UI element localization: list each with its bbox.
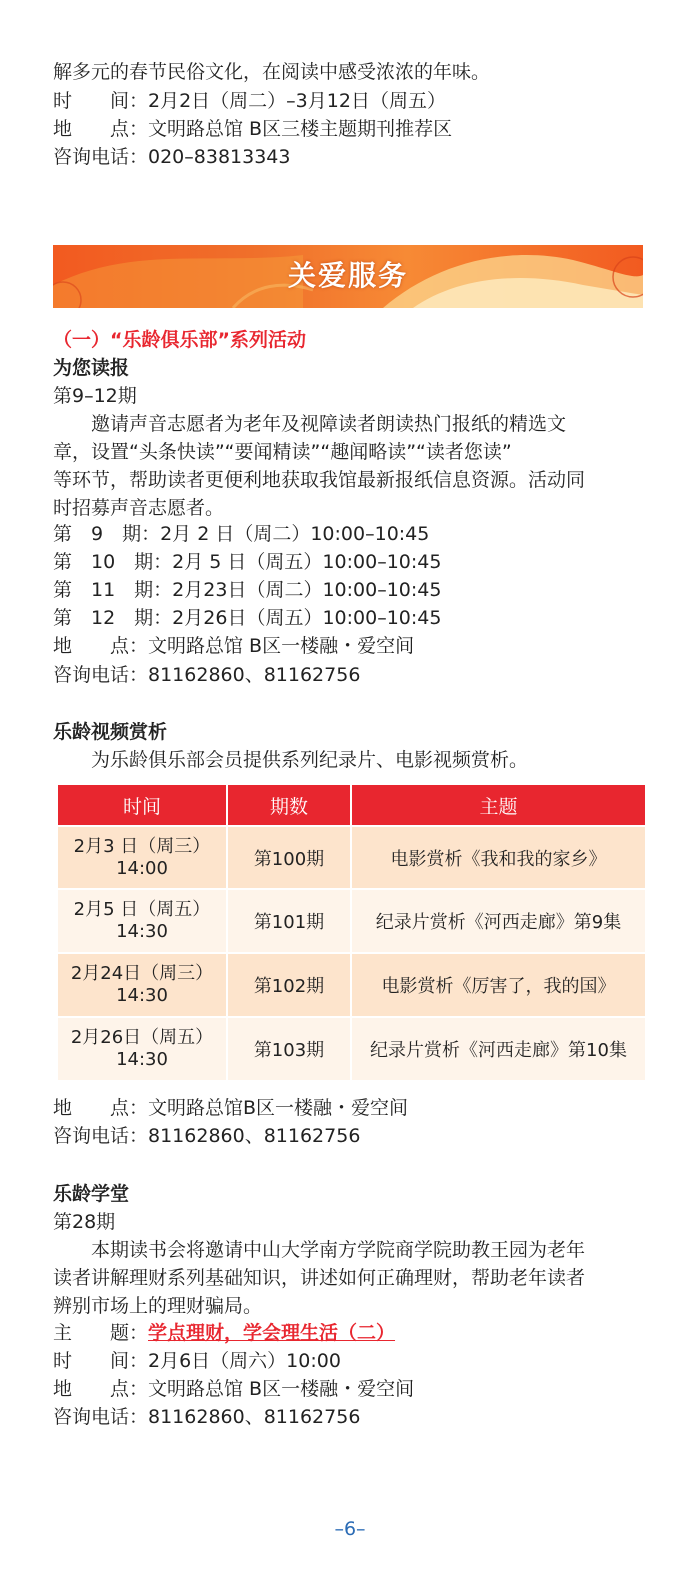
row-date: 2月3 日（周三） 14:00	[58, 825, 228, 888]
row-issue: 第100期	[228, 825, 352, 888]
school-phone: 咨询电话：81162860、81162756	[53, 1406, 361, 1428]
school-issue: 第28期	[53, 1211, 116, 1233]
school-title: 乐龄学堂	[53, 1183, 130, 1205]
table-row	[58, 888, 645, 952]
reading-phone: 咨询电话：81162860、81162756	[53, 664, 361, 686]
header-issue: 期数	[228, 785, 352, 825]
video-schedule-table	[58, 785, 645, 1080]
event-place: 地 点：文明路总馆 B区三楼主题期刊推荐区	[53, 118, 453, 140]
school-desc-line: 本期读书会将邀请中山大学南方学院商学院助教王园为老年	[53, 1239, 586, 1261]
reading-issues: 第9–12期	[53, 385, 137, 407]
school-place: 地 点：文明路总馆 B区一楼融・爱空间	[53, 1378, 415, 1400]
row-topic: 电影赏析《厉害了，我的国》	[352, 952, 645, 1016]
school-topic-line	[53, 1319, 395, 1347]
reading-session: 第 10 期：2月 5 日（周五）10:00–10:45	[53, 551, 442, 573]
reading-session: 第 9 期：2月 2 日（周二）10:00–10:45	[53, 523, 430, 545]
video-title: 乐龄视频赏析	[53, 721, 168, 743]
reading-desc-line: 章，设置“头条快读”“要闻精读”“趣闻略读”“读者您读”	[53, 441, 512, 463]
school-desc-line: 辨别市场上的理财骗局。	[53, 1295, 263, 1317]
school-topic: 学点理财，学会理生活（二）	[148, 1322, 396, 1344]
reading-title: 为您读报	[53, 357, 130, 379]
row-topic: 电影赏析《我和我的家乡》	[352, 825, 645, 888]
table-row	[58, 1016, 645, 1080]
event-time: 时 间：2月2日（周二）–3月12日（周五）	[53, 90, 446, 112]
row-date: 2月5 日（周五） 14:30	[58, 888, 228, 952]
video-place: 地 点：文明路总馆B区一楼融・爱空间	[53, 1097, 409, 1119]
reading-session: 第 12 期：2月26日（周五）10:00–10:45	[53, 607, 442, 629]
video-desc: 为乐龄俱乐部会员提供系列纪录片、电影视频赏析。	[53, 749, 529, 771]
topic-label: 主 题：	[53, 1322, 149, 1344]
row-topic: 纪录片赏析《河西走廊》第10集	[352, 1016, 645, 1080]
reading-place: 地 点：文明路总馆 B区一楼融・爱空间	[53, 635, 415, 657]
intro-line: 解多元的春节民俗文化，在阅读中感受浓浓的年味。	[53, 61, 491, 83]
school-time: 时 间：2月6日（周六）10:00	[53, 1350, 341, 1372]
header-topic: 主题	[352, 785, 645, 825]
section-banner	[53, 245, 643, 308]
row-issue: 第101期	[228, 888, 352, 952]
reading-desc-line: 等环节，帮助读者更便利地获取我馆最新报纸信息资源。活动同	[53, 469, 586, 491]
banner-title: 关爱服务	[287, 259, 408, 292]
reading-session: 第 11 期：2月23日（周二）10:00–10:45	[53, 579, 442, 601]
table-row	[58, 952, 645, 1016]
row-issue: 第102期	[228, 952, 352, 1016]
row-topic: 纪录片赏析《河西走廊》第9集	[352, 888, 645, 952]
row-issue: 第103期	[228, 1016, 352, 1080]
school-desc-line: 读者讲解理财系列基础知识，讲述如何正确理财，帮助老年读者	[53, 1267, 586, 1289]
row-date: 2月24日（周三） 14:30	[58, 952, 228, 1016]
event-phone: 咨询电话：020–83813343	[53, 146, 291, 168]
section-heading: （一）“乐龄俱乐部”系列活动	[53, 329, 306, 351]
video-phone: 咨询电话：81162860、81162756	[53, 1125, 361, 1147]
table-row	[58, 825, 645, 888]
page-number: –6–	[334, 1518, 366, 1540]
table-header-row	[58, 785, 645, 825]
row-date: 2月26日（周五） 14:30	[58, 1016, 228, 1080]
header-time: 时间	[58, 785, 228, 825]
reading-desc-line: 邀请声音志愿者为老年及视障读者朗读热门报纸的精选文	[53, 413, 567, 435]
reading-desc-line: 时招募声音志愿者。	[53, 497, 225, 519]
